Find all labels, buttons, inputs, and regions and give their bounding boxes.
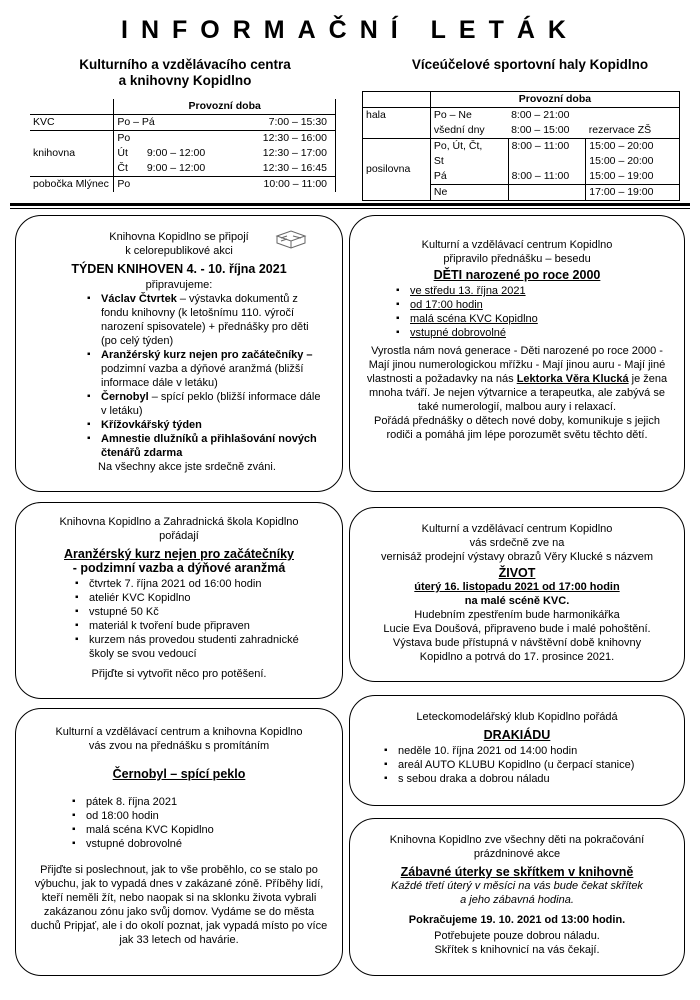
item-bold: Černobyl bbox=[101, 391, 149, 403]
row-days: všední dny bbox=[433, 124, 485, 136]
table-row bbox=[30, 131, 336, 147]
box-zabavne-uterky bbox=[349, 818, 685, 976]
row-name: pobočka Mlýnec bbox=[30, 177, 114, 193]
left-header bbox=[40, 57, 330, 89]
list-item: ▪ kurzem nás provedou studenti zahradnické školy se svou vedoucí bbox=[71, 633, 306, 661]
box7-intro1: Knihovna Kopidlno zve všechny děti na pokračování bbox=[389, 834, 645, 846]
row-days: Po bbox=[117, 178, 131, 190]
box7-continue: Pokračujeme 19. 10. 2021 od 13:00 hodin. bbox=[408, 914, 626, 926]
row-time: 12:30 – 16:00 bbox=[216, 131, 336, 147]
box7-italic2: a jeho zábavná hodina. bbox=[460, 894, 574, 906]
divider-thick bbox=[10, 203, 690, 206]
box5-intro2: vás zvou na přednášku s promítáním bbox=[88, 740, 270, 752]
list-item bbox=[83, 292, 323, 348]
list-item: ▪ malá scéna KVC Kopidlno bbox=[68, 823, 330, 837]
box5-headline: Černobyl – spící peklo bbox=[112, 767, 246, 781]
row-time: 15:00 – 20:00 bbox=[589, 155, 654, 167]
table-row bbox=[363, 139, 680, 155]
table-row bbox=[363, 108, 680, 124]
item-text: vstupné dobrovolné bbox=[410, 327, 507, 339]
row-time: 10:00 – 11:00 bbox=[216, 177, 336, 193]
row-name: posilovna bbox=[363, 139, 431, 201]
row-time: 7:00 – 15:30 bbox=[216, 115, 336, 131]
divider-thin bbox=[10, 208, 690, 209]
list-item bbox=[83, 418, 323, 432]
box4-date: úterý 16. listopadu 2021 od 17:00 hodin bbox=[414, 581, 620, 593]
table-row bbox=[30, 115, 336, 131]
row-morning: 9:00 – 12:00 bbox=[146, 162, 206, 174]
list-item: ▪ čtvrtek 7. října 2021 od 16:00 hodin bbox=[71, 577, 306, 591]
box-aranzersky-kurz bbox=[15, 502, 343, 699]
box4-headline: ŽIVOT bbox=[498, 566, 536, 580]
page-title: INFORMAČNÍ LETÁK bbox=[121, 16, 579, 44]
box2-p3: Pořádá přednášky o dětech nové doby, komunikuje s jejich rodiči a pomáhá jim lépe porozumět světu těchto dětí. bbox=[374, 415, 660, 441]
box3-list bbox=[71, 577, 306, 661]
box2-p1: Vyrostla nám nová generace - Děti narozené po roce 2000 - Mají jinou numerologickou mřížku - Mají jinou auru - Mají jiné vlastnosti a požadavky na nás bbox=[366, 345, 666, 385]
list-item bbox=[392, 284, 672, 298]
list-item bbox=[392, 298, 672, 312]
box7-headline: Zábavné úterky se skřítkem v knihovně bbox=[400, 865, 634, 879]
row-time: 12:30 – 16:45 bbox=[216, 161, 336, 177]
row-time: 8:00 – 15:00 bbox=[511, 124, 570, 136]
left-header-line1: Kulturního a vzdělávacího centra bbox=[79, 57, 291, 72]
row-days: Pá bbox=[430, 169, 508, 185]
box1-headline: TÝDEN KNIHOVEN 4. - 10. října 2021 bbox=[71, 262, 287, 276]
list-item bbox=[83, 432, 323, 460]
box2-intro1: Kulturní a vzdělávací centrum Kopidlno bbox=[421, 239, 613, 251]
item-text: od 17:00 hodin bbox=[410, 299, 483, 311]
right-table-header: Provozní doba bbox=[518, 93, 592, 105]
table-row bbox=[30, 177, 336, 193]
row-days: Ne bbox=[430, 185, 508, 201]
box-vystava-zivot bbox=[349, 507, 685, 682]
row-name: knihovna bbox=[30, 146, 114, 161]
item-text: ve středu 13. října 2021 bbox=[410, 285, 526, 297]
row-time: 15:00 – 20:00 bbox=[589, 140, 654, 152]
box7-italic1: Každé třetí úterý v měsíci na vás bude čekat skřítek bbox=[391, 880, 643, 892]
box7-p1: Potřebujete pouze dobrou náladu. bbox=[434, 930, 600, 942]
list-item: ▪ materiál k tvoření bude připraven bbox=[71, 619, 306, 633]
item-rest: podzimní vazba a dýňové aranžmá (bližší informace dále v letáku) bbox=[101, 363, 304, 389]
box6-intro: Leteckomodelářský klub Kopidlno pořádá bbox=[416, 711, 618, 723]
item-bold: Václav Čtvrtek bbox=[101, 293, 177, 305]
box4-place: na malé scéně KVC. bbox=[464, 595, 570, 607]
box-cernobyl bbox=[15, 708, 343, 976]
box3-intro2: pořádají bbox=[159, 530, 199, 542]
row-days: Út bbox=[117, 147, 128, 159]
list-item: ▪ ateliér KVC Kopidlno bbox=[71, 591, 306, 605]
list-item: ▪ vstupné 50 Kč bbox=[71, 605, 306, 619]
row-morning: 9:00 – 12:00 bbox=[146, 147, 206, 159]
box3-headline2: - podzimní vazba a dýňové aranžmá bbox=[72, 561, 286, 575]
box4-intro1: Kulturní a vzdělávací centrum Kopidlno bbox=[421, 523, 613, 535]
box4-p2: Lucie Eva Doušová, připraveno bude i malé pohoštění. bbox=[383, 623, 651, 635]
box7-intro2: prázdninové akce bbox=[473, 848, 561, 860]
box5-intro1: Kulturní a vzdělávací centrum a knihovna Kopidlno bbox=[55, 726, 303, 738]
row-note: rezervace ZŠ bbox=[588, 124, 652, 136]
row-time: 17:00 – 19:00 bbox=[589, 186, 654, 198]
box1-prep: připravujeme: bbox=[145, 279, 213, 291]
box5-paragraph: Přijďte si poslechnout, jak to vše proběhlo, co se stalo po výbuchu, jak to vypadá dnes v zakázané zóně. Příběhy lidí, kteří neměli žít, nebo naopak si na sklonku života vybrali zakázanou zónu jako svůj domov. Vydáme se do města duchů Pripjať, ale i do okolí poznat, jak vypadá místo po více jak 33 letech od havárie. bbox=[30, 864, 328, 946]
box3-intro1: Knihovna Kopidlno a Zahradnická škola Kopidlno bbox=[59, 516, 299, 528]
list-item bbox=[83, 390, 323, 418]
left-hours-table bbox=[30, 99, 336, 192]
item-text: malá scéna KVC Kopidlno bbox=[410, 313, 538, 325]
box1-list bbox=[83, 292, 323, 460]
box3-closing: Přijďte si vytvořit něco pro potěšení. bbox=[91, 668, 267, 680]
box4-p4: Kopidlno a potrvá do 17. prosince 2021. bbox=[419, 651, 615, 663]
box-deti-2000 bbox=[349, 215, 685, 492]
list-item: ▪ vstupné dobrovolné bbox=[68, 837, 330, 851]
box2-paragraph bbox=[362, 344, 672, 414]
box4-p1: Hudebním zpestřením bude harmonikářka bbox=[414, 609, 620, 621]
box-drakiada bbox=[349, 695, 685, 806]
right-header-line1: Víceúčelové sportovní haly Kopidlno bbox=[411, 57, 649, 72]
box4-p3: Výstava bude přístupná v návštěvní době knihovny bbox=[392, 637, 642, 649]
list-item: ▪ areál AUTO KLUBU Kopidlno (u čerpací stanice) bbox=[380, 758, 674, 772]
box1-intro2: k celorepublikové akci bbox=[125, 245, 233, 257]
box2-p2: je žena mnoha tváří. Je nejen výtvarnice a terapeutka, ale zabývá se také numerologií, malbou aury i relaxací. bbox=[369, 373, 668, 413]
box2-lector: Lektorka Věra Klucká bbox=[516, 373, 629, 385]
row-time: 8:00 – 11:00 bbox=[508, 169, 586, 185]
row-name: hala bbox=[363, 108, 431, 139]
row-days: St bbox=[430, 154, 508, 169]
box3-headline1: Aranžérský kurz nejen pro začátečníky bbox=[64, 547, 294, 561]
row-days: Čt bbox=[117, 162, 128, 174]
list-item: ▪ s sebou draka a dobrou náladu bbox=[380, 772, 674, 786]
row-days: Po bbox=[117, 132, 131, 144]
row-days: Po – Ne bbox=[433, 109, 472, 121]
row-name: KVC bbox=[30, 115, 114, 131]
box1-closing: Na všechny akce jste srdečně zváni. bbox=[98, 461, 276, 473]
box4-intro2: vás srdečně zve na bbox=[469, 537, 565, 549]
left-table-header: Provozní doba bbox=[114, 99, 336, 115]
list-item bbox=[392, 326, 672, 340]
table-row bbox=[30, 161, 336, 177]
box4-intro3: vernisáž prodejní výstavy obrazů Věry Klucké s názvem bbox=[380, 551, 654, 563]
box2-headline: DĚTI narozené po roce 2000 bbox=[433, 268, 601, 282]
list-item: ▪ pátek 8. října 2021 bbox=[68, 795, 330, 809]
box6-list bbox=[380, 744, 674, 786]
left-header-line2: a knihovny Kopidlno bbox=[118, 73, 252, 88]
box-tyden-knihoven bbox=[15, 215, 343, 492]
row-time: 8:00 – 21:00 bbox=[511, 109, 570, 121]
item-bold: Křížovkářský týden bbox=[101, 419, 202, 431]
item-rest: – výstavka dokumentů z fondu knihovny (k letošnímu 110. výročí narození spisovatele) + přednášky pro děti (po celý týden) bbox=[101, 293, 309, 347]
list-item: ▪ neděle 10. října 2021 od 14:00 hodin bbox=[380, 744, 674, 758]
item-rest: – spící peklo (bližší informace dále v letáku) bbox=[101, 391, 321, 417]
row-days: Po, Út, Čt, bbox=[430, 139, 508, 155]
box6-headline: DRAKIÁDU bbox=[483, 728, 551, 742]
box1-intro1: Knihovna Kopidlno se připojí bbox=[109, 231, 249, 243]
box2-intro2: připravilo přednášku – besedu bbox=[443, 253, 591, 265]
table-row bbox=[30, 146, 336, 161]
list-item bbox=[392, 312, 672, 326]
row-time: 15:00 – 19:00 bbox=[589, 170, 654, 182]
row-days: Po – Pá bbox=[117, 116, 155, 128]
row-time: 12:30 – 17:00 bbox=[216, 146, 336, 161]
box2-list bbox=[392, 284, 672, 340]
right-hours-table bbox=[362, 91, 680, 201]
box5-list bbox=[68, 795, 330, 851]
item-bold: Aranžérský kurz nejen pro začátečníky – bbox=[101, 349, 313, 361]
books-icon bbox=[274, 228, 308, 250]
list-item bbox=[83, 348, 323, 390]
right-header bbox=[380, 57, 680, 73]
row-time: 8:00 – 11:00 bbox=[508, 139, 586, 155]
list-item: ▪ od 18:00 hodin bbox=[68, 809, 330, 823]
box7-p2: Skřítek s knihovnicí na vás čekají. bbox=[434, 944, 600, 956]
item-bold: Amnestie dlužníků a přihlašování nových čtenářů zdarma bbox=[101, 433, 317, 459]
